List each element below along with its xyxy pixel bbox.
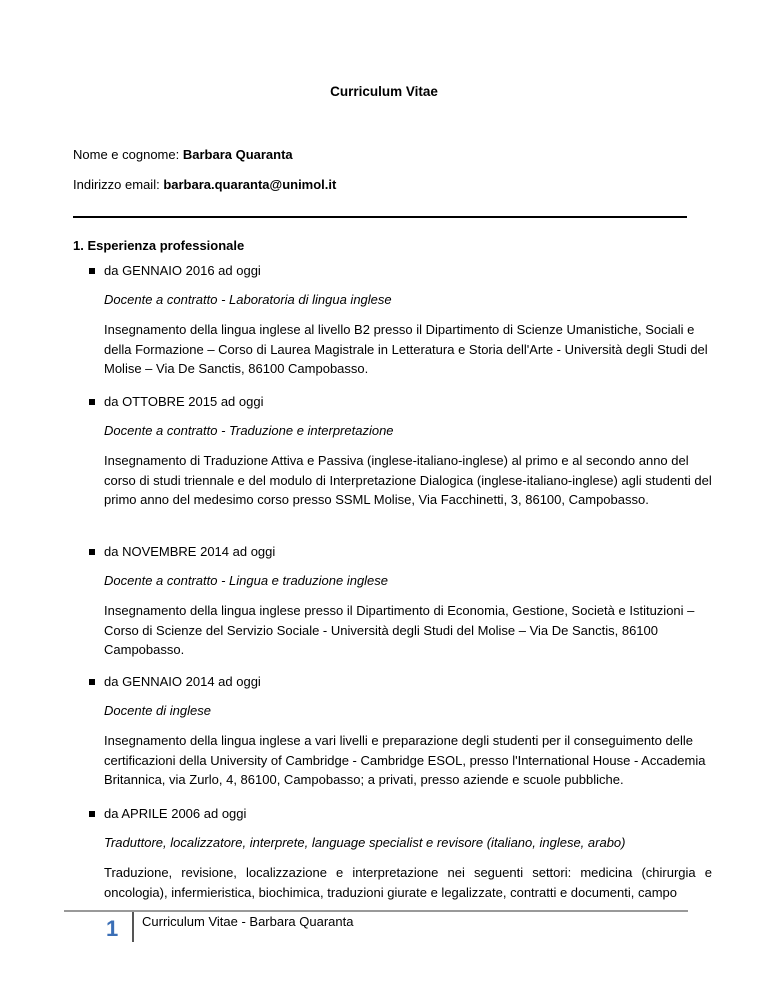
bullet-square-icon bbox=[89, 268, 95, 274]
entry-description: Traduzione, revisione, localizzazione e interpretazione nei seguenti settori: medicina (chirurgia e oncologia), infermieristica, biochimica, traduzioni giurate e legalizzate, contratti e documenti, campo bbox=[104, 865, 712, 900]
experience-entry bbox=[73, 393, 713, 510]
section-heading: 1. Esperienza professionale bbox=[73, 238, 245, 253]
entry-description: Insegnamento della lingua inglese a vari livelli e preparazione degli studenti per il conseguimento delle certificazioni della University of Cambridge - Cambridge ESOL, presso l'International House - Accademia Britannica, via Zurlo, 4, 86100, Campobasso; a privati, presso aziende e scuole pubbliche. bbox=[104, 733, 706, 787]
footer-divider bbox=[132, 912, 134, 942]
experience-entry bbox=[73, 805, 713, 902]
entry-role: Docente di inglese bbox=[104, 703, 211, 718]
bullet-square-icon bbox=[89, 549, 95, 555]
bullet-square-icon bbox=[89, 679, 95, 685]
footer-rule bbox=[64, 910, 688, 912]
name-field bbox=[73, 147, 293, 162]
page-number: 1 bbox=[106, 916, 119, 941]
name-value: Barbara Quaranta bbox=[182, 147, 293, 162]
entry-date: da GENNAIO 2014 ad oggi bbox=[104, 674, 261, 689]
entry-description: Insegnamento della lingua inglese al livello B2 presso il Dipartimento di Scienze Umanistiche, Sociali e della Formazione – Corso di Laurea Magistrale in Letteratura e Storia dell'Arte - Università degli Studi del Molise – Via De Sanctis, 86100 Campobasso. bbox=[104, 322, 708, 376]
document-title: Curriculum Vitae bbox=[330, 84, 438, 99]
entry-role: Docente a contratto - Traduzione e interpretazione bbox=[104, 423, 394, 438]
entry-date: da APRILE 2006 ad oggi bbox=[104, 806, 247, 821]
entry-description: Insegnamento di Traduzione Attiva e Passiva (inglese-italiano-inglese) al primo e al secondo anno del corso di studi triennale e del modulo di Interpretazione Dialogica (inglese-italiano-inglese) agli studenti del primo anno del medesimo corso presso SSML Molise, Via Facchinetti, 3, 86100, Campobasso. bbox=[104, 453, 712, 507]
experience-entry bbox=[73, 543, 713, 660]
name-label: Nome e cognome: bbox=[73, 147, 183, 162]
email-field bbox=[73, 177, 336, 192]
email-value: barbara.quaranta@unimol.it bbox=[163, 177, 337, 192]
footer-text: Curriculum Vitae - Barbara Quaranta bbox=[142, 914, 354, 929]
experience-entry bbox=[73, 262, 713, 379]
entry-date: da NOVEMBRE 2014 ad oggi bbox=[104, 544, 276, 559]
entry-date: da GENNAIO 2016 ad oggi bbox=[104, 263, 261, 278]
entry-role: Docente a contratto - Laboratoria di lingua inglese bbox=[104, 292, 392, 307]
email-label: Indirizzo email: bbox=[73, 177, 164, 192]
entry-role: Traduttore, localizzatore, interprete, language specialist e revisore (italiano, inglese, arabo) bbox=[104, 835, 626, 850]
bullet-square-icon bbox=[89, 399, 95, 405]
experience-entry bbox=[73, 673, 713, 790]
entry-date: da OTTOBRE 2015 ad oggi bbox=[104, 394, 264, 409]
entry-role: Docente a contratto - Lingua e traduzione inglese bbox=[104, 573, 389, 588]
entry-description: Insegnamento della lingua inglese presso il Dipartimento di Economia, Gestione, Società e Istituzioni – Corso di Scienze del Servizio Sociale - Università degli Studi del Molise – Via De Sanctis, 86100 Campobasso. bbox=[104, 603, 695, 657]
bullet-square-icon bbox=[89, 811, 95, 817]
separator-rule bbox=[73, 216, 687, 218]
